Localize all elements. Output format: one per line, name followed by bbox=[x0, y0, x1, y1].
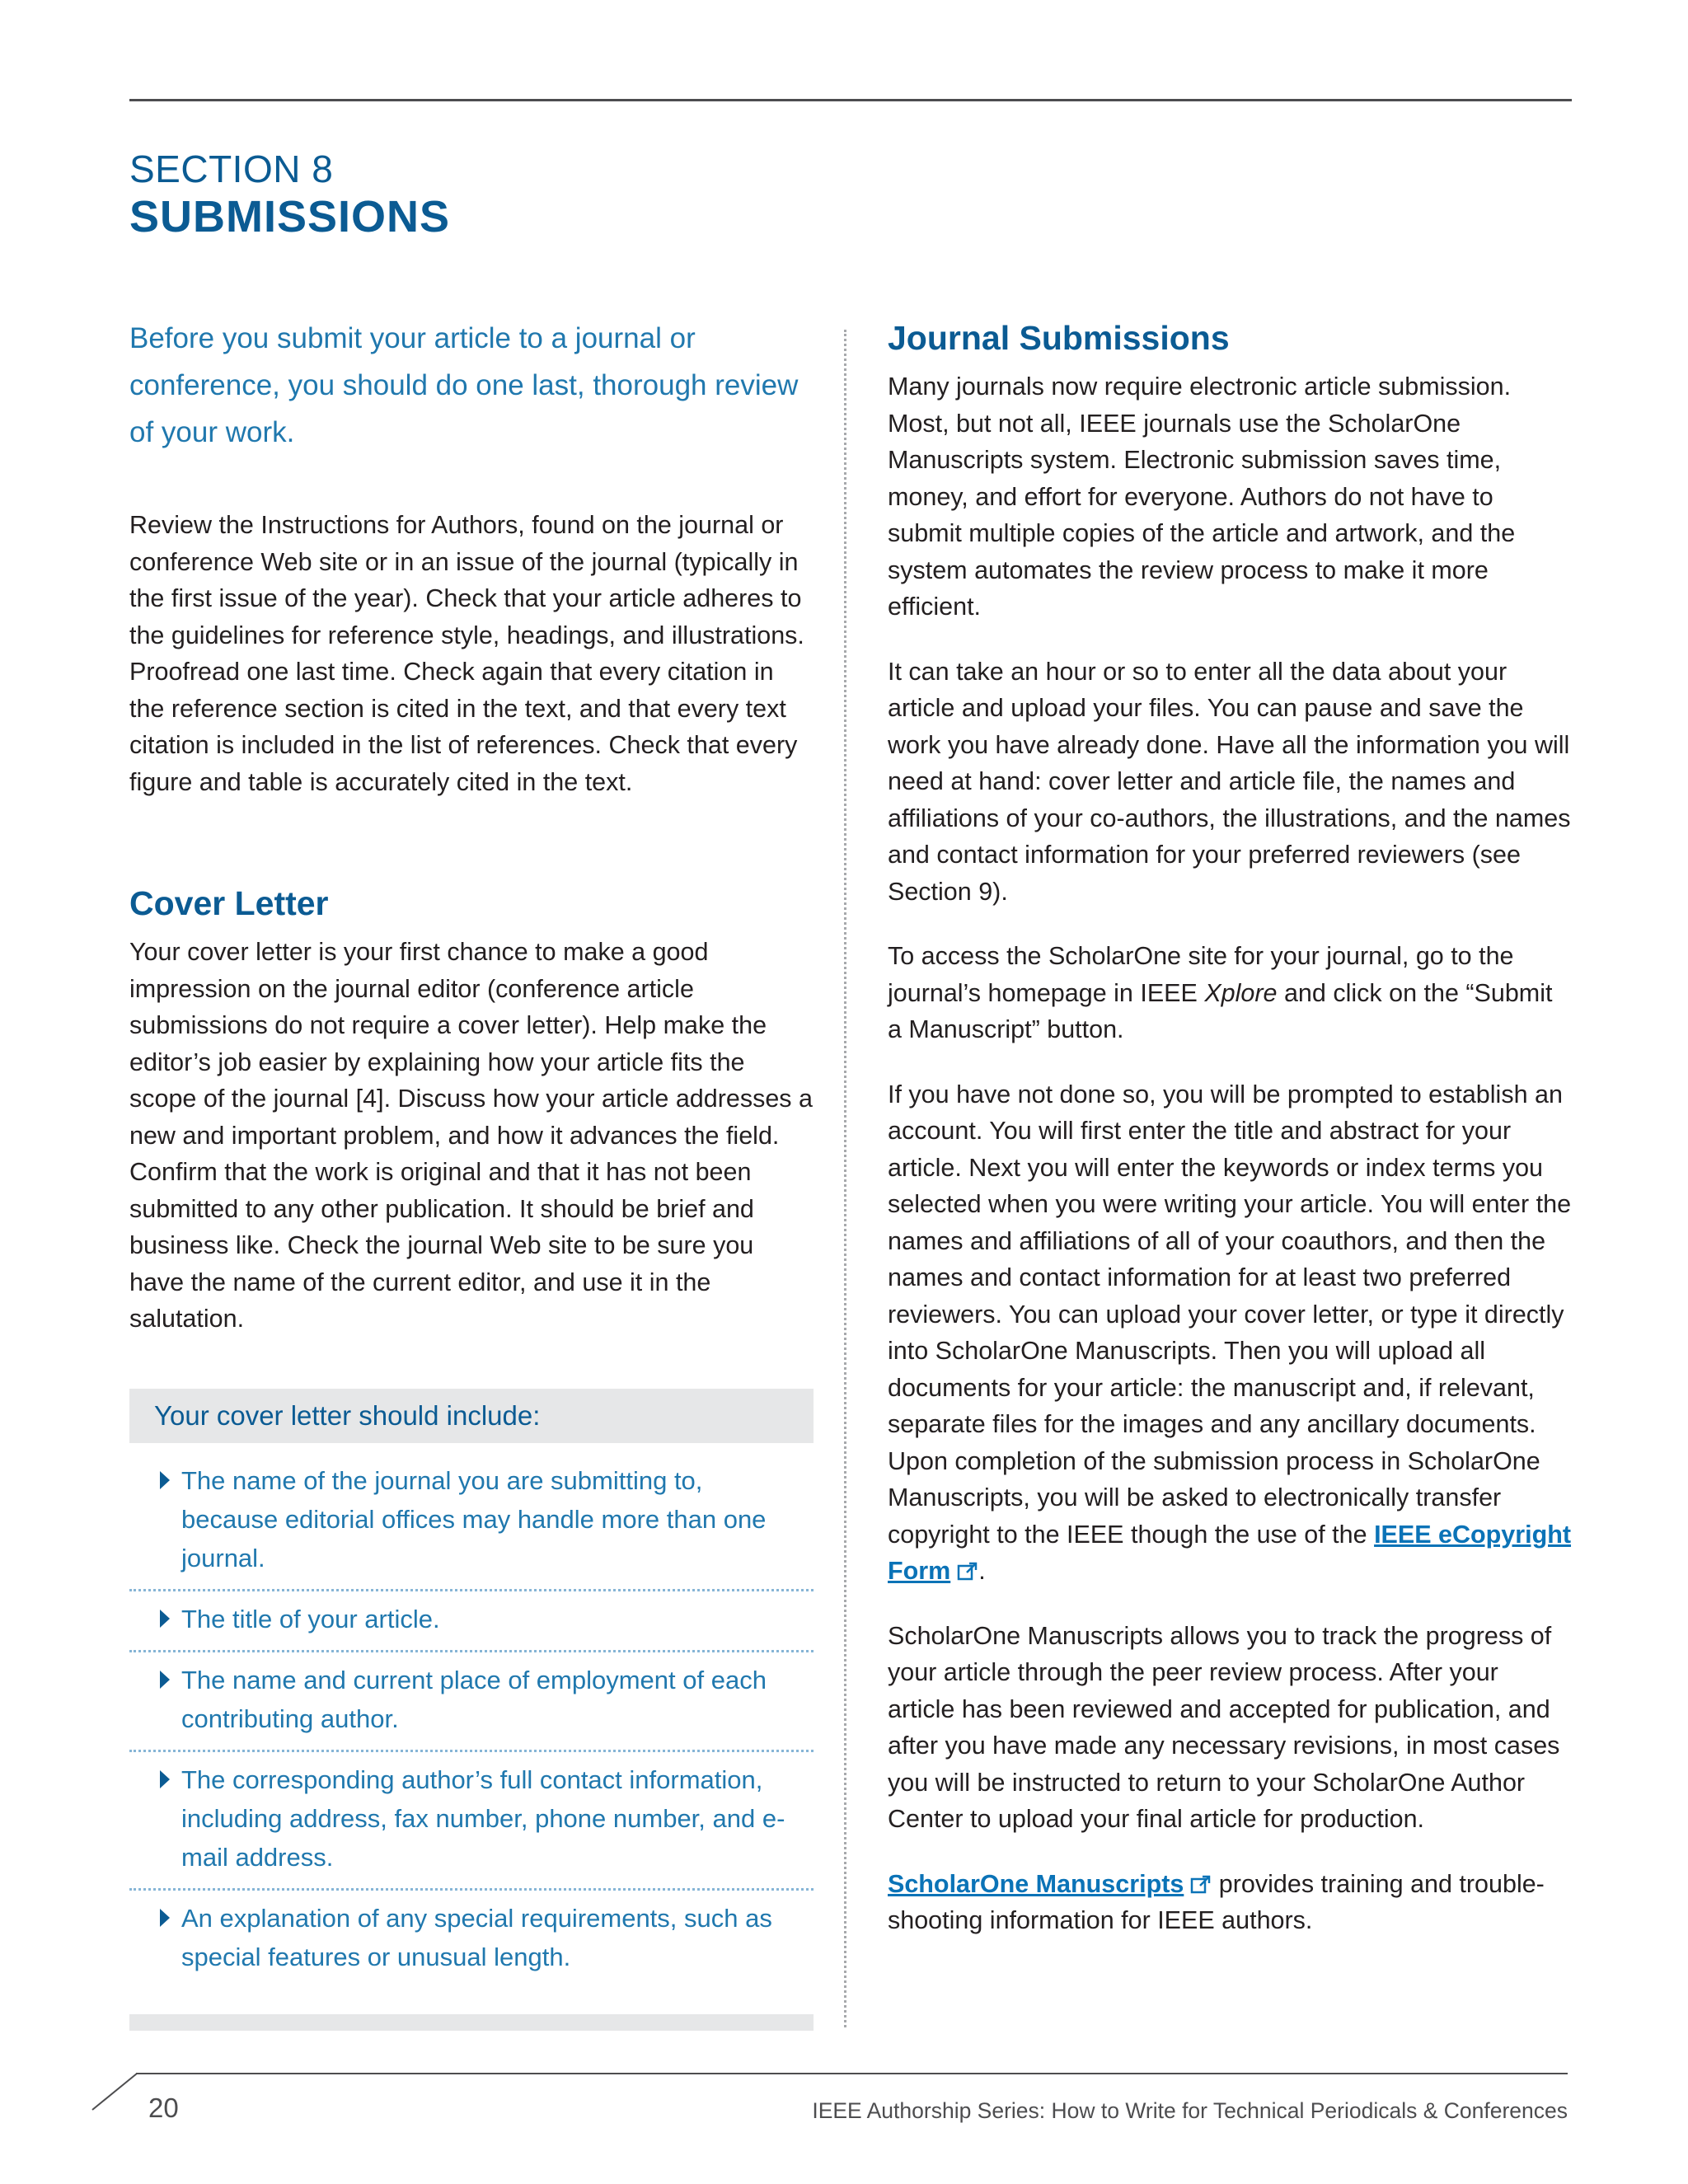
page-number: 20 bbox=[148, 2093, 179, 2123]
section-header bbox=[129, 147, 450, 242]
list-item-text: An explanation of any special requirements, such as special features or unusual length. bbox=[181, 1903, 772, 1971]
paragraph-time-to-enter: It can take an hour or so to enter all the data about your article and upload your files. You can pause and save the work you have already done. Have all the information you will need at hand: cover letter and article file, the names and affiliations of your co-authors, the illustrations, and the names and contact information for your preferred reviewers (see Section 9). bbox=[888, 657, 1571, 906]
list-item-text: The title of your article. bbox=[181, 1604, 440, 1633]
list-item bbox=[129, 1652, 814, 1752]
triangle-bullet-icon bbox=[160, 1471, 170, 1489]
review-paragraph: Review the Instructions for Authors, found on the journal or conference Web site or in an issue of the journal (typically in the first issue of the year). Check that your article adheres to the guidelines for reference style, headings, and illustrations. Proofread one last time. Check again that every citation in the reference section is cited in the text, and that every text citation is included in the list of references. Check that every figure and table is accurately cited in the text. bbox=[129, 511, 804, 796]
cover-letter-heading: Cover Letter bbox=[129, 884, 329, 922]
cover-letter-paragraph: Your cover letter is your first chance to make a good impression on the journal editor (conference article submissions do not require a cover letter). Help make the editor’s job easier by explaining how your article fits the scope of the journal [4]. Discuss how your article addresses a new and important problem, and how it advances the field. Confirm that the work is original and that it has not been submitted to any other publication. It should be brief and business like. Check the journal Web site to be sure you have the name of the current editor, and use it in the salutation. bbox=[129, 938, 813, 1333]
paragraph-access-site bbox=[888, 938, 1572, 1048]
left-column bbox=[129, 315, 814, 2031]
paragraph-account-steps bbox=[888, 1076, 1572, 1590]
text-segment: To access the ScholarOne site for your journal, go to the journal’s homepage in IEEE bbox=[888, 942, 1514, 1007]
list-item bbox=[129, 1891, 814, 1988]
xplore-italic: Xplore bbox=[1204, 978, 1278, 1007]
list-item bbox=[129, 1591, 814, 1652]
triangle-bullet-icon bbox=[160, 1770, 170, 1788]
text-segment: . bbox=[978, 1557, 986, 1585]
section-title: SUBMISSIONS bbox=[129, 192, 451, 241]
list-item-text: The corresponding author’s full contact information, including address, fax number, phone number, and e-mail address. bbox=[181, 1765, 785, 1872]
column-divider bbox=[844, 330, 846, 2027]
list-item-text: The name and current place of employment of each contributing author. bbox=[181, 1665, 767, 1733]
text-segment: provides training and trouble-shooting information for IEEE authors. bbox=[888, 1869, 1545, 1934]
external-link-icon[interactable] bbox=[957, 1561, 978, 1582]
ecopyright-form-link[interactable]: IEEE eCopyright Form bbox=[888, 1520, 1572, 1585]
include-list bbox=[129, 1443, 814, 2006]
list-item bbox=[129, 1453, 814, 1591]
paragraph-track-progress: ScholarOne Manuscripts allows you to track the progress of your article through the peer review process. After your article has been reviewed and accepted for publication, and after you have made any necessary revisions, in most cases you will be instructed to return to your ScholarOne Author Center to upload your final article for production. bbox=[888, 1621, 1560, 1833]
text-segment: and click on the “Submit a Manuscript” button. bbox=[888, 978, 1553, 1043]
journal-submissions-heading: Journal Submissions bbox=[888, 319, 1230, 357]
intro-text: Before you submit your article to a journal or conference, you should do one last, thorough review of your work. bbox=[129, 322, 799, 448]
external-link-icon[interactable] bbox=[1190, 1874, 1212, 1896]
list-item bbox=[129, 1752, 814, 1891]
paragraph-electronic-submission: Many journals now require electronic article submission. Most, but not all, IEEE journals use the ScholarOne Manuscripts system. Electronic submission saves time, money, and effort for everyone. Authors do not have to submit multiple copies of the article and artwork, and the system automates the review process to make it more efficient. bbox=[888, 373, 1516, 621]
footer-series-title: IEEE Authorship Series: How to Write for Technical Periodicals & Conferences bbox=[812, 2098, 1568, 2123]
scholarone-manuscripts-link[interactable]: ScholarOne Manuscripts bbox=[888, 1869, 1184, 1898]
cover-letter-include-box bbox=[129, 1389, 814, 2031]
footer-rule bbox=[136, 2073, 1568, 2074]
right-column bbox=[888, 317, 1572, 1967]
include-box-heading: Your cover letter should include: bbox=[129, 1389, 814, 1443]
triangle-bullet-icon bbox=[160, 1671, 170, 1689]
triangle-bullet-icon bbox=[160, 1610, 170, 1628]
footer-slash-decoration bbox=[91, 2072, 140, 2111]
list-item-text: The name of the journal you are submitting to, because editorial offices may handle more than one journal. bbox=[181, 1465, 767, 1572]
paragraph-training bbox=[888, 1866, 1572, 1939]
section-number: SECTION 8 bbox=[129, 148, 334, 190]
triangle-bullet-icon bbox=[160, 1909, 170, 1927]
include-box-footer-bar bbox=[129, 2014, 814, 2031]
text-segment: If you have not done so, you will be prompted to establish an account. You will first enter the title and abstract for your article. Next you will enter the keywords or index terms you selected when you were writing your article. You will enter the names and affiliations of all of your coauthors, and then the names and contact information for at least two preferred reviewers. You can upload your cover letter, or type it directly into ScholarOne Manuscripts. Then you will upload all documents for your article: the manuscript and, if relevant, separate files for the images and any ancillary documents. Upon completion of the submission process in ScholarOne Manuscripts, you will be asked to electronically transfer copyright to the IEEE though the use of the bbox=[888, 1080, 1572, 1549]
top-rule bbox=[129, 99, 1572, 101]
